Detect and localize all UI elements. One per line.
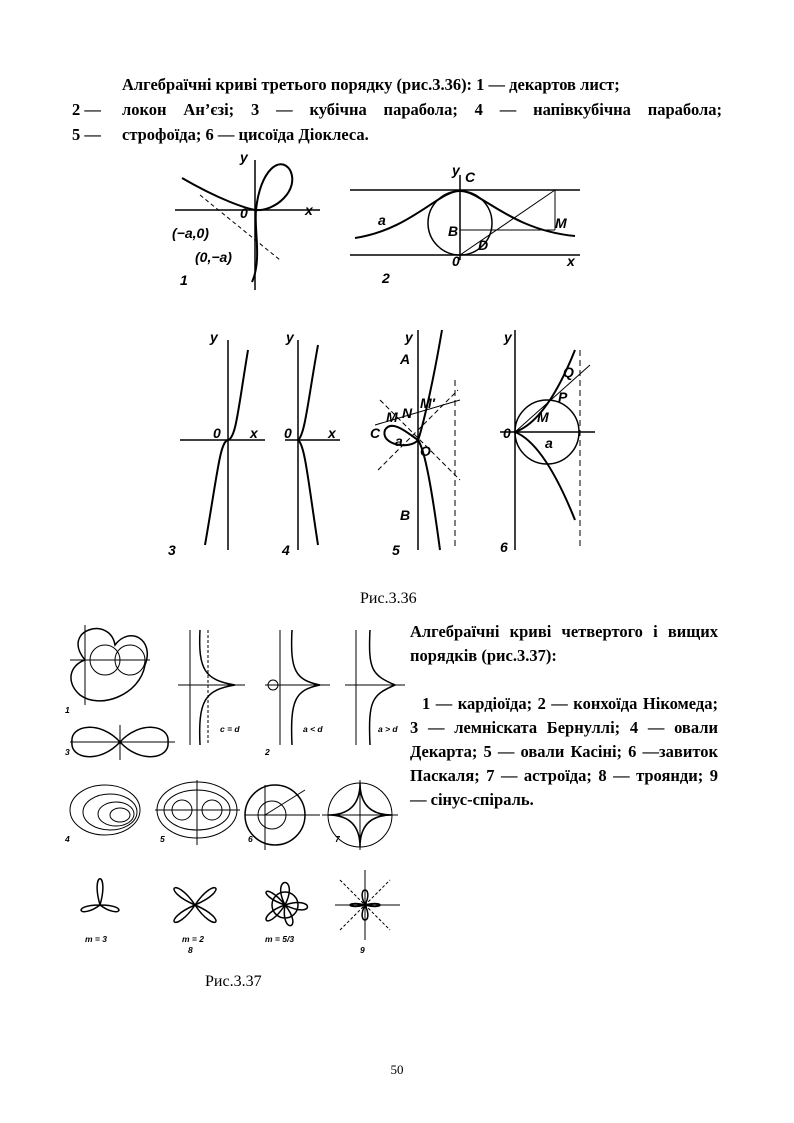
p5-A: A xyxy=(400,351,411,367)
cubic-parabola-diagram xyxy=(180,340,265,550)
p2-o: 0 xyxy=(452,253,460,269)
caption-3-36: Рис.3.36 xyxy=(360,590,417,607)
caption-3-37: Рис.3.37 xyxy=(205,973,262,990)
p5-N: N xyxy=(402,405,413,421)
intro-line-1: Алгебраїчні криві третього порядку (рис.3.36): 1 — декартов лист; xyxy=(122,75,620,94)
roses-diagram xyxy=(81,879,307,926)
f37-cd2: a < d xyxy=(303,724,323,734)
p6-o: 0 xyxy=(503,425,511,441)
intro-line-3: строфоїда; 6 — цисоїда Діоклеса. xyxy=(122,125,369,144)
cardioid-diagram xyxy=(70,625,150,705)
p3-y: y xyxy=(210,329,218,345)
f37-n1: 1 xyxy=(65,705,70,715)
f37-m53: m = 5/3 xyxy=(265,934,295,944)
p5-B: B xyxy=(400,507,411,523)
astroid-diagram xyxy=(322,780,398,850)
p6-num: 6 xyxy=(500,539,508,555)
p5-M: M xyxy=(386,409,398,425)
p3-o: 0 xyxy=(213,425,221,441)
p1-o: 0 xyxy=(240,205,248,221)
side-body: 1 — кардіоїда; 2 — конхоїда Нікомеда; 3 — лемніската Бернуллі; 4 — овали Декарта; 5 — овали Касіні; 6 —завиток Паскаля; 7 — астроїда; 8 — троянди; 9 — сінус-спіраль. xyxy=(410,694,718,809)
p2-d: D xyxy=(478,237,489,253)
strophoid-diagram xyxy=(375,330,460,550)
f37-n6: 6 xyxy=(248,834,253,844)
f37-n5: 5 xyxy=(160,834,165,844)
p4-x: x xyxy=(328,425,336,441)
sinus-spiral-diagram xyxy=(335,870,400,940)
p1-y: y xyxy=(240,150,248,165)
limacon-diagram xyxy=(245,785,320,850)
lemniscate-diagram xyxy=(70,725,175,760)
figure-3-37 xyxy=(60,620,405,960)
p2-m: M xyxy=(555,215,567,231)
f37-cd1: c = d xyxy=(220,724,240,734)
f37-n7: 7 xyxy=(335,834,340,844)
p4-y: y xyxy=(286,329,294,345)
p5-C: C xyxy=(370,425,381,441)
f37-m3: m = 3 xyxy=(85,934,107,944)
p2-y: y xyxy=(452,162,460,178)
intro-line-2: локон Ан’єзі; 3 — кубічна парабола; 4 — напівкубічна парабола; xyxy=(122,100,722,119)
p2-a: a xyxy=(378,212,386,228)
intro-paragraph xyxy=(72,72,722,147)
p1-a1: (−a,0) xyxy=(172,225,209,241)
side-text xyxy=(410,620,718,812)
p5-y: y xyxy=(405,329,413,345)
p5-M1: M′ xyxy=(420,395,436,411)
p6-P: P xyxy=(558,389,568,405)
f37-n3: 3 xyxy=(65,747,70,757)
f37-cd3: a > d xyxy=(378,724,398,734)
intro-line-2-num: 2 — xyxy=(72,100,101,119)
p4-num: 4 xyxy=(282,542,290,558)
intro-line-3-num: 5 — xyxy=(72,125,101,144)
p6-M: M xyxy=(537,409,549,425)
p1-a2: (0,−a) xyxy=(195,249,232,265)
p2-x: x xyxy=(567,253,575,269)
f37-m2: m = 2 xyxy=(182,934,204,944)
cassini-ovals-diagram xyxy=(155,780,240,845)
p2-b: B xyxy=(448,223,459,239)
f37-n9: 9 xyxy=(360,945,365,955)
f37-n2: 2 xyxy=(265,747,270,757)
p6-a: a xyxy=(545,435,553,451)
f37-n4: 4 xyxy=(65,834,70,844)
p2-num: 2 xyxy=(382,270,390,286)
p6-y: y xyxy=(504,329,512,345)
p5-a: a xyxy=(395,433,403,449)
p6-Q: Q xyxy=(563,364,574,380)
semicubical-parabola-diagram xyxy=(285,340,340,550)
p3-num: 3 xyxy=(168,542,176,558)
p4-o: 0 xyxy=(284,425,292,441)
p2-c: C xyxy=(465,169,476,185)
f37-n8: 8 xyxy=(188,945,193,955)
figure-3-36 xyxy=(0,150,794,610)
p5-o: O xyxy=(420,443,431,459)
side-title: Алгебраїчні криві четвертого і вищих порядків (рис.3.37): xyxy=(410,622,718,665)
p3-x: x xyxy=(250,425,258,441)
page-number: 50 xyxy=(390,1062,404,1077)
descartes-ovals-diagram xyxy=(70,785,140,835)
p1-x: x xyxy=(305,202,313,218)
p1-num: 1 xyxy=(180,272,188,288)
conchoid-diagram xyxy=(178,630,405,745)
p5-num: 5 xyxy=(392,542,400,558)
